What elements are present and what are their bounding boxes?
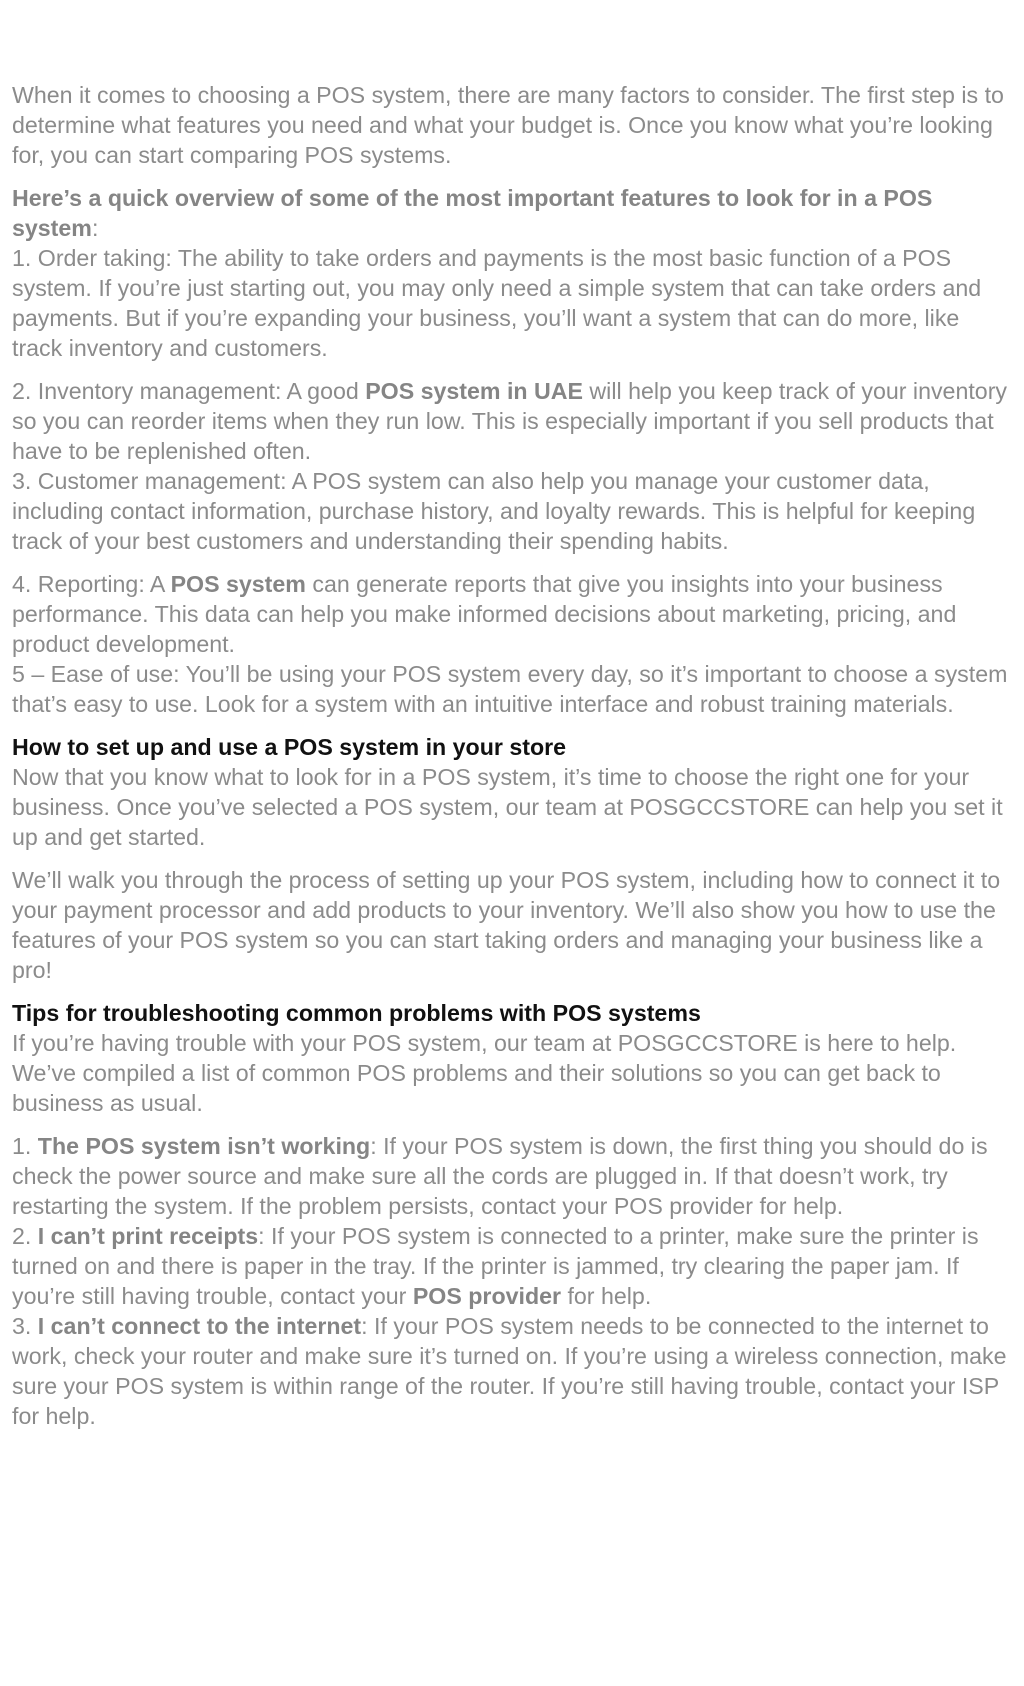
feature-item-ease-of-use: 5 – Ease of use: You’ll be using your POS system every day, so it’s important to choose a system that’s easy to use. Look for a system with an intuitive interface and robust training materials.	[12, 661, 1008, 717]
pos-system-link[interactable]: POS system	[170, 571, 306, 597]
setup-paragraph-1: Now that you know what to look for in a POS system, it’s time to choose the right one for your business. Once you’ve selected a POS system, our team at POSGCCSTORE can help you set it up and get started.	[12, 764, 1003, 850]
troubleshooting-heading: Tips for troubleshooting common problems with POS systems	[12, 1000, 701, 1026]
trouble-item-2-end: for help.	[561, 1283, 652, 1309]
feature-item-inventory-start: 2. Inventory management: A good	[12, 378, 366, 404]
trouble-item-1-number: 1.	[12, 1133, 38, 1159]
trouble-item-2-number: 2.	[12, 1223, 38, 1249]
features-lead-bold: Here’s a quick overview of some of the most important features to look for in a POS system	[12, 185, 933, 241]
trouble-item-3-text: : If your POS system needs to be connected to the internet to work, check your router and make sure it’s turned on. If you’re using a wireless connection, make sure your POS system is within range of the router. If you’re still having trouble, contact your ISP for help.	[12, 1313, 1007, 1429]
trouble-item-not-working	[12, 1131, 1012, 1221]
setup-heading: How to set up and use a POS system in your store	[12, 734, 567, 760]
intro-paragraph: When it comes to choosing a POS system, there are many factors to consider. The first step is to determine what features you need and what your budget is. Once you know what you’re looking for, you can start comparing POS systems.	[12, 82, 1004, 168]
trouble-item-2-title: I can’t print receipts	[37, 1223, 259, 1249]
setup-paragraph-2: We’ll walk you through the process of setting up your POS system, including how to connect it to your payment processor and add products to your inventory. We’ll also show you how to use the features of your POS system so you can start taking orders and managing your business like a pro!	[12, 867, 1001, 983]
troubleshooting-intro: If you’re having trouble with your POS system, our team at POSGCCSTORE is here to help. We’ve compiled a list of common POS problems and their solutions so you can get back to business as usual.	[12, 1030, 957, 1116]
feature-item-reporting-start: 4. Reporting: A	[12, 571, 171, 597]
features-lead	[12, 183, 1012, 243]
pos-provider-link[interactable]: POS provider	[412, 1283, 562, 1309]
trouble-item-receipts	[12, 1221, 1012, 1311]
trouble-item-2-text: : If your POS system is connected to a printer, make sure the printer is turned on and there is paper in the tray. If the printer is jammed, try clearing the paper jam. If you’re still having trouble, contact your	[12, 1223, 979, 1309]
trouble-item-3-title: I can’t connect to the internet	[37, 1313, 362, 1339]
article-body	[12, 80, 1012, 1431]
feature-item-inventory	[12, 376, 1012, 466]
features-lead-colon: :	[91, 215, 99, 241]
trouble-item-3-number: 3.	[12, 1313, 38, 1339]
trouble-item-internet	[12, 1311, 1012, 1431]
feature-item-order-taking: 1. Order taking: The ability to take orders and payments is the most basic function of a POS system. If you’re just starting out, you may only need a simple system that can take orders and payments. But if you’re expanding your business, you’ll want a system that can do more, like track inventory and customers.	[12, 245, 982, 361]
pos-system-uae-link[interactable]: POS system in UAE	[365, 378, 583, 404]
feature-item-reporting-end: can generate reports that give you insights into your business performance. This data can help you make informed decisions about marketing, pricing, and product development.	[12, 571, 957, 657]
trouble-item-1-text: : If your POS system is down, the first thing you should do is check the power source and make sure all the cords are plugged in. If that doesn’t work, try restarting the system. If the problem persists, contact your POS provider for help.	[12, 1133, 988, 1219]
feature-item-reporting	[12, 569, 1012, 659]
feature-item-inventory-end: will help you keep track of your inventory so you can reorder items when they run low. This is especially important if you sell products that have to be replenished often.	[12, 378, 1008, 464]
trouble-item-1-title: The POS system isn’t working	[37, 1133, 371, 1159]
feature-item-customer: 3. Customer management: A POS system can also help you manage your customer data, including contact information, purchase history, and loyalty rewards. This is helpful for keeping track of your best customers and understanding their spending habits.	[12, 468, 976, 554]
